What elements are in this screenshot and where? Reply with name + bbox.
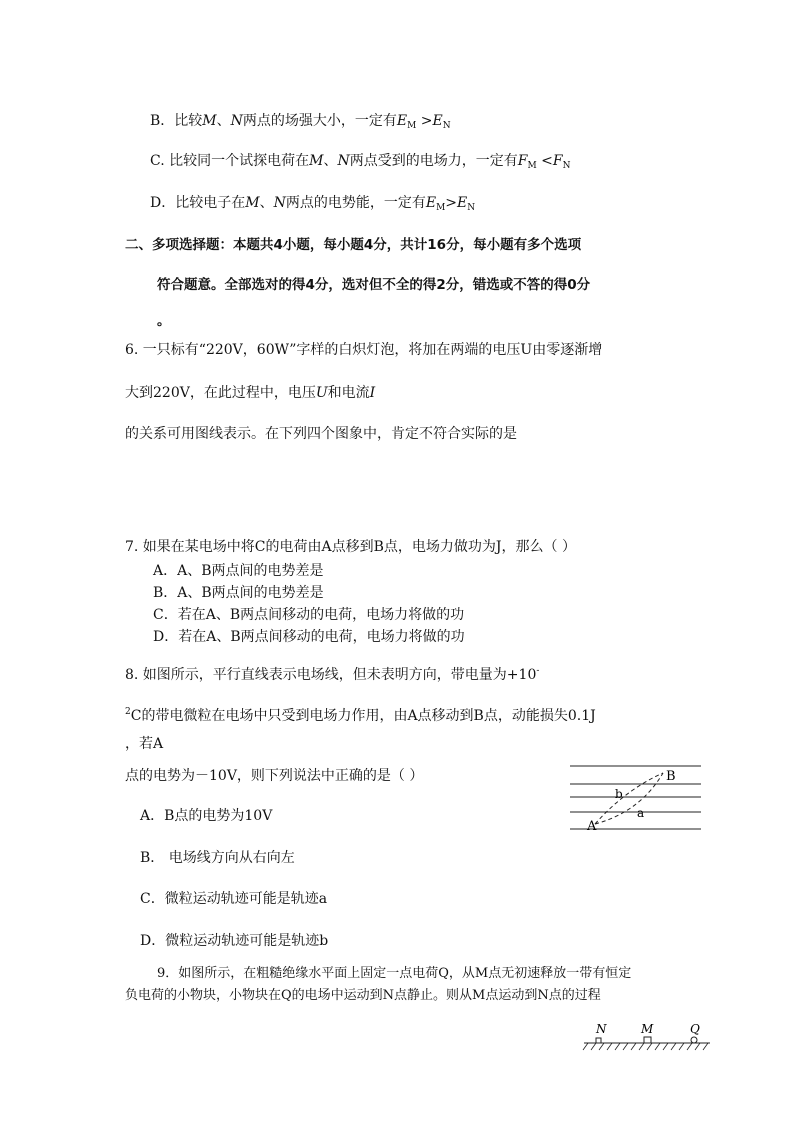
q7-option-d: D．若在A、B两点间移动的电荷，电场力将做的功 [153, 629, 465, 645]
q7-option-b: B．A、B两点间的电势差是 [153, 585, 324, 601]
subscript-m: M [436, 203, 446, 213]
q9-line1: 9．如图所示，在粗糙绝缘水平面上固定一点电荷Q，从M点无初速释放一带有恒定 [157, 966, 632, 981]
q8-line2-text: C的带电微粒在电场中只受到电场力作用，由A点移动到B点，动能损失0.1J [130, 708, 596, 724]
point-n: N [337, 153, 350, 169]
comparison-sign: > [416, 113, 433, 129]
symbol-f: F [517, 153, 528, 169]
section-heading: 二、多项选择题：本题共4小题，每小题4分，共计16分，每小题有多个选项 [125, 237, 582, 253]
q8-option-b: B． 电场线方向从右向左 [140, 850, 295, 866]
symbol-u: U [315, 385, 328, 401]
q7-option-c: C．若在A、B两点间移动的电荷，电场力将做的功 [153, 607, 465, 623]
q8-line1-text: 8. 如图所示，平行直线表示电场线，但未表明方向，带电量为+10 [125, 667, 537, 683]
separator: 、 [259, 195, 274, 211]
point-n: N [230, 113, 243, 129]
q8-line3: ，若A [125, 736, 164, 752]
subscript-m: M [407, 121, 417, 131]
comparison-sign: < [536, 153, 553, 169]
symbol-i: I [369, 385, 376, 401]
block-at-m [644, 1037, 651, 1043]
ground-hatching [583, 1043, 708, 1050]
subscript-n: N [442, 121, 451, 131]
label-b-point: B [666, 769, 676, 784]
q6-line2 [125, 384, 375, 402]
separator: 、 [216, 113, 231, 129]
q5-option-b-text: B．比较 [150, 113, 203, 129]
electric-field-figure [565, 760, 705, 836]
q5-option-d-text: D．比较电子在 [150, 195, 246, 211]
point-m: M [309, 153, 324, 169]
point-m: M [202, 113, 217, 129]
q5-option-d [150, 194, 475, 217]
q8-line1 [125, 662, 539, 684]
q8-option-a: A．B点的电势为10V [140, 808, 273, 824]
label-a-point: A [587, 819, 597, 834]
q7-stem: 7. 如果在某电场中将C的电荷由A点移到B点，电场力做功为J，那么（ ） [125, 539, 576, 555]
q5-option-c-text2: 两点受到的电场力，一定有 [349, 153, 518, 169]
q6-line3: 的关系可用图线表示。在下列四个图象中，肯定不符合实际的是 [125, 426, 517, 442]
symbol-f: F [552, 153, 563, 169]
label-q: Q [690, 1022, 700, 1036]
q6-line1: 6. 一只标有“220V，60W”字样的白炽灯泡，将加在两端的电压U由零逐渐增 [125, 342, 603, 358]
label-m: M [641, 1022, 654, 1036]
q5-option-b-text2: 两点的场强大小，一定有 [242, 113, 397, 129]
q8-line4: 点的电势为－10V，则下列说法中正确的是（ ） [125, 768, 424, 784]
q5-option-c-text: C. 比较同一个试探电荷在 [150, 153, 310, 169]
q6-line2-text2: 和电流 [327, 385, 370, 401]
label-trajectory-b: b [615, 787, 623, 801]
symbol-e: E [432, 113, 443, 129]
q5-option-c [150, 152, 570, 175]
comparison-sign: > [445, 195, 458, 211]
label-n: N [596, 1022, 607, 1036]
q8-line2 [125, 703, 596, 725]
section-heading-line3: 。 [157, 313, 171, 329]
trajectory-a [595, 773, 663, 824]
section-heading-line2: 符合题意。全部选对的得4分，选对但不全的得2分，错选或不答的得0分 [157, 277, 591, 293]
trajectory-b [595, 773, 663, 824]
subscript-m: M [527, 161, 537, 171]
separator: 、 [323, 153, 338, 169]
charge-plane-figure [580, 1020, 715, 1060]
superscript-minus: - [536, 666, 540, 676]
point-charge-q [691, 1037, 697, 1043]
symbol-e: E [457, 195, 468, 211]
q5-option-b [150, 112, 451, 135]
q8-option-d: D．微粒运动轨迹可能是轨迹b [140, 933, 329, 949]
subscript-n: N [562, 161, 571, 171]
superscript-exponent: 2 [125, 707, 131, 717]
q8-option-c: C．微粒运动轨迹可能是轨迹a [140, 891, 328, 907]
subscript-n: N [467, 203, 476, 213]
q5-option-d-text2: 两点的电势能，一定有 [285, 195, 426, 211]
label-trajectory-a: a [637, 806, 645, 820]
block-at-n [596, 1038, 601, 1043]
q9-line2: 负电荷的小物块，小物块在Q的电场中运动到N点静止。则从M点运动到N点的过程 [125, 988, 601, 1003]
q6-line2-text: 大到220V，在此过程中，电压 [125, 385, 316, 401]
symbol-e: E [425, 195, 437, 211]
point-n: N [273, 195, 286, 211]
symbol-e: E [396, 113, 408, 129]
q7-option-a: A．A、B两点间的电势差是 [153, 563, 324, 579]
point-m: M [245, 195, 260, 211]
